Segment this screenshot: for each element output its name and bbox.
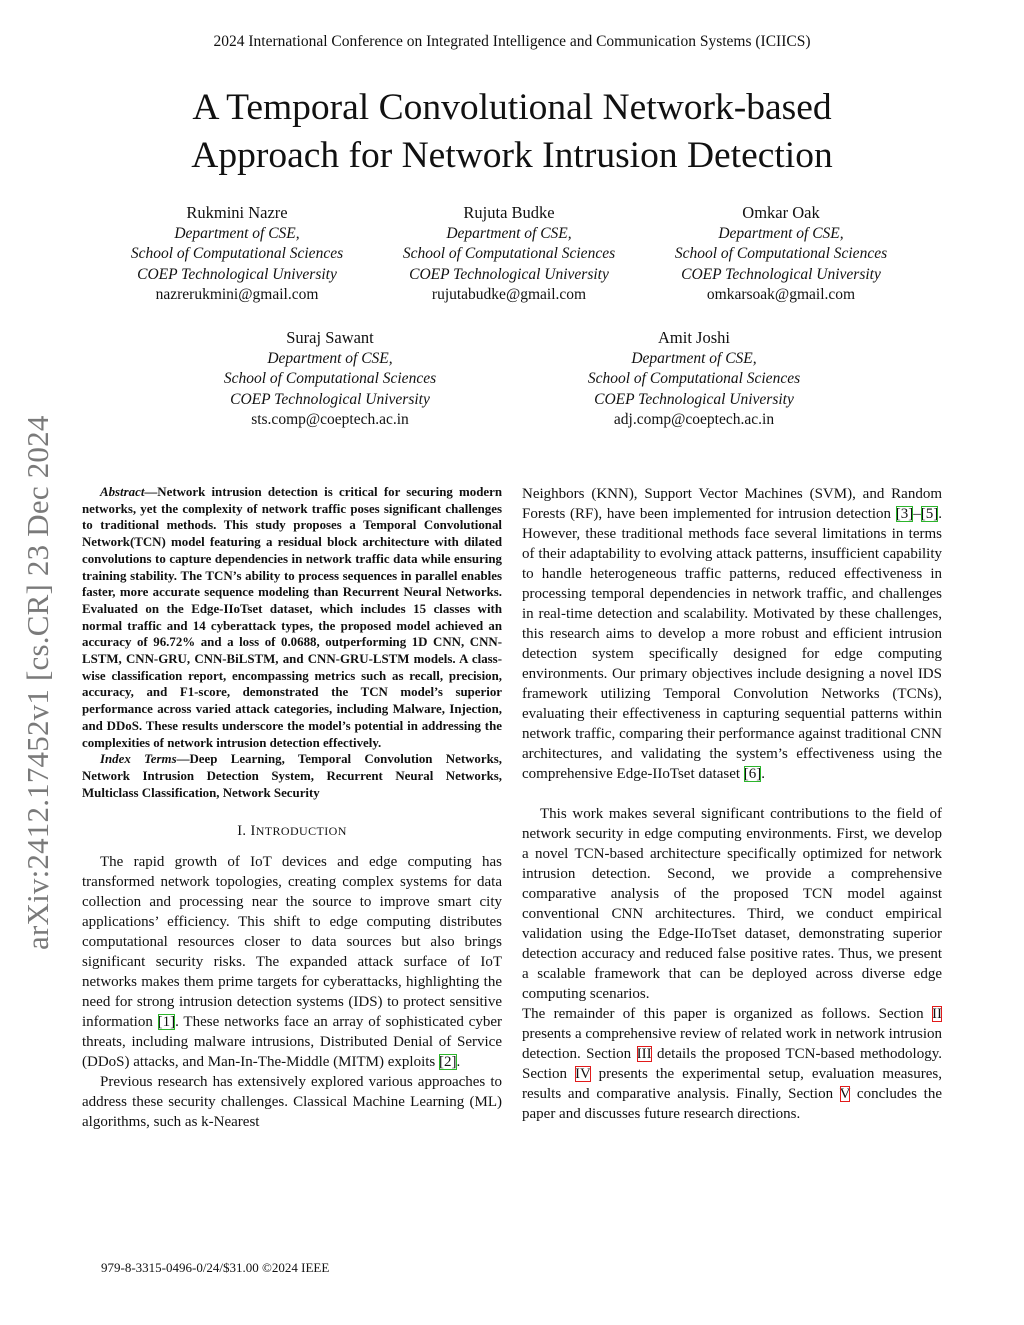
author-univ: COEP Technological University [230, 390, 430, 408]
paragraph-text: details the proposed TCN-based methodology. Section [522, 1046, 942, 1082]
abstract-label: Abstract [100, 485, 145, 499]
author-email[interactable]: adj.comp@coeptech.ac.in [613, 411, 775, 428]
author-univ: COEP Technological University [594, 390, 794, 408]
arxiv-identifier: arXiv:2412.17452v1 [cs.CR] 23 Dec 2024 [20, 415, 55, 950]
author-name: Rukmini Nazre [186, 203, 288, 222]
author-name: Amit Joshi [658, 328, 730, 347]
author-dept: Department of CSE, [267, 349, 393, 367]
author-school: School of Computational Sciences [223, 370, 437, 387]
left-column [82, 484, 502, 1132]
author-school: School of Computational Sciences [674, 245, 888, 262]
author-block-4 [180, 328, 480, 431]
author-univ: COEP Technological University [409, 265, 609, 283]
intro-paragraph-2-continued [522, 484, 942, 784]
paragraph-text: concludes the paper and discusses future research directions. [522, 1086, 942, 1122]
author-dept: Department of CSE, [446, 224, 572, 242]
author-email[interactable]: omkarsoak@gmail.com [706, 286, 856, 303]
author-block-2 [359, 203, 659, 306]
author-email[interactable]: sts.comp@coeptech.ac.in [251, 411, 409, 428]
paragraph-text: The rapid growth of IoT devices and edge computing has transformed network topologies, creating complex systems for data collection and processing near the source to improve smart city applications’ efficiency. This shift to edge computing distributes computational resources closer to data sources but also brings significant security risks. The expanded attack surface of IoT networks makes them prime targets for cyberattacks, highlighting the need for strong intrusion detection systems (IDS) to protect sensitive information [82, 854, 502, 1031]
author-email[interactable]: nazrerukmini@gmail.com [155, 286, 319, 303]
title-line-1: A Temporal Convolutional Network-based [192, 87, 832, 128]
paragraph-text: . These networks face an array of sophisticated cyber threats, including malware intrusions, Distributed Denial of Service (DDoS) attacks, and Man-In-The-Middle (MITM) exploits [82, 1014, 502, 1071]
citation-link-3[interactable]: [3] [895, 506, 914, 522]
section-heading-first-letter: I [250, 823, 256, 840]
author-school: School of Computational Sciences [402, 245, 616, 262]
paragraph-text: The remainder of this paper is organized as follows. Section [522, 1006, 932, 1022]
author-univ: COEP Technological University [681, 265, 881, 283]
citation-link-5[interactable]: [5] [920, 506, 939, 522]
citation-link-1[interactable]: [1] [157, 1014, 176, 1031]
section-heading-rest: NTRODUCTION [255, 824, 347, 839]
abstract [82, 484, 502, 751]
paragraph-text: presents the experimental setup, evaluation measures, results and comparative analysis. Finally, Section [522, 1066, 942, 1102]
author-name: Suraj Sawant [286, 328, 374, 347]
paragraph-text: – [913, 506, 921, 522]
right-column [522, 484, 942, 1124]
intro-paragraph-1 [82, 852, 502, 1072]
abstract-text: —Network intrusion detection is critical for securing modern networks, yet the complexity of network traffic poses significant challenges to traditional methods. This study proposes a Temporal Convolutional Network(TCN) model featuring a residual block architecture with dilated convolutions to capture dependencies in network traffic data while ensuring training stability. The TCN’s ability to process sequences in parallel enables faster, more accurate sequence modeling than Recurrent Neural Networks. Evaluated on the Edge-IIoTset dataset, which includes 15 classes with normal traffic and 14 cyberattack types, the proposed model achieved an accuracy of 96.72% and a loss of 0.0688, outperforming 1D CNN, CNN-LSTM, CNN-GRU, CNN-BiLSTM, and CNN-GRU-LSTM models. A class-wise classification report, encompassing metrics such as recall, precision, accuracy, and F1-score, demonstrated the TCN model’s superior performance across varied attack categories, including Malware, Injection, and DDoS. These results underscore the model’s potential in addressing the complexities of network intrusion detection effectively. [82, 485, 502, 750]
paragraph-text: presents a comprehensive review of related work in network intrusion detection. Section [522, 1026, 942, 1062]
section-link-3[interactable]: III [636, 1046, 652, 1062]
citation-link-2[interactable]: [2] [439, 1054, 457, 1071]
author-block-3 [631, 203, 931, 306]
conference-header: 2024 International Conference on Integrated Intelligence and Communication Systems (ICIICS) [213, 33, 811, 50]
author-school: School of Computational Sciences [587, 370, 801, 387]
citation-link-6[interactable]: [6] [743, 766, 762, 782]
index-terms-text: —Deep Learning, Temporal Convolution Networks, Network Intrusion Detection System, Recurrent Neural Networks, Multiclass Classification, Network Security [82, 752, 502, 800]
paragraph-text: . [761, 766, 766, 782]
index-terms [82, 751, 502, 801]
title-line-2: Approach for Network Intrusion Detection [191, 135, 833, 176]
author-name: Omkar Oak [742, 203, 820, 222]
author-email[interactable]: rujutabudke@gmail.com [431, 286, 587, 303]
paragraph-text: Neighbors (KNN), Support Vector Machines (SVM), and Random Forests (RF), have been implemented for intrusion detection [522, 486, 942, 522]
section-heading-introduction [82, 823, 502, 840]
author-name: Rujuta Budke [463, 203, 555, 222]
author-block-5 [544, 328, 844, 431]
author-dept: Department of CSE, [718, 224, 844, 242]
paragraph-text: . However, these traditional methods face several limitations in terms of their adaptability to evolving attack patterns, insufficient capability to handle heterogeneous traffic patterns, reduced effectiveness in processing temporal dependencies in network traffic, and challenges in real-time detection and scalability. Motivated by these challenges, this research aims to develop a more robust and efficient intrusion detection system specifically designed for edge computing environments. Our primary objectives include designing a novel IDS framework utilizing Temporal Convolution Networks (TCNs), evaluating their effectiveness in capturing sequential patterns within network traffic, comparing their performance against traditional CNN architectures, and validating the system’s effectiveness using the comprehensive Edge-IIoTset dataset [522, 506, 942, 782]
intro-paragraph-3: This work makes several significant contributions to the field of network security in edge computing environments. First, we develop a novel TCN-based architecture specifically optimized for network intrusion detection. Second, we provide a comprehensive comparative analysis of the proposed TCN model against conventional CNN architectures. Third, we conduct empirical validation using the Edge-IIoTset dataset, demonstrating superior detection accuracy and reduced false positive rates. Thus, we present a scalable framework that can be deployed across diverse edge computing scenarios. [522, 806, 942, 1002]
intro-paragraph-2: Previous research has extensively explored various approaches to address these security challenges. Classical Machine Learning (ML) algorithms, such as k-Nearest [82, 1074, 502, 1131]
paper-title [0, 84, 1024, 180]
author-school: School of Computational Sciences [130, 245, 344, 262]
author-block-1 [87, 203, 387, 306]
section-link-2[interactable]: II [932, 1006, 942, 1022]
copyright-footer: 979-8-3315-0496-0/24/$31.00 ©2024 IEEE [101, 1260, 330, 1275]
paragraph-text: . [456, 1054, 461, 1071]
author-dept: Department of CSE, [631, 349, 757, 367]
index-terms-label: Index Terms [100, 752, 177, 767]
section-link-4[interactable]: IV [575, 1066, 591, 1082]
author-univ: COEP Technological University [137, 265, 337, 283]
section-number: I. [237, 823, 251, 840]
section-link-5[interactable]: V [839, 1086, 851, 1102]
intro-paragraph-4 [522, 1004, 942, 1124]
author-dept: Department of CSE, [174, 224, 300, 242]
